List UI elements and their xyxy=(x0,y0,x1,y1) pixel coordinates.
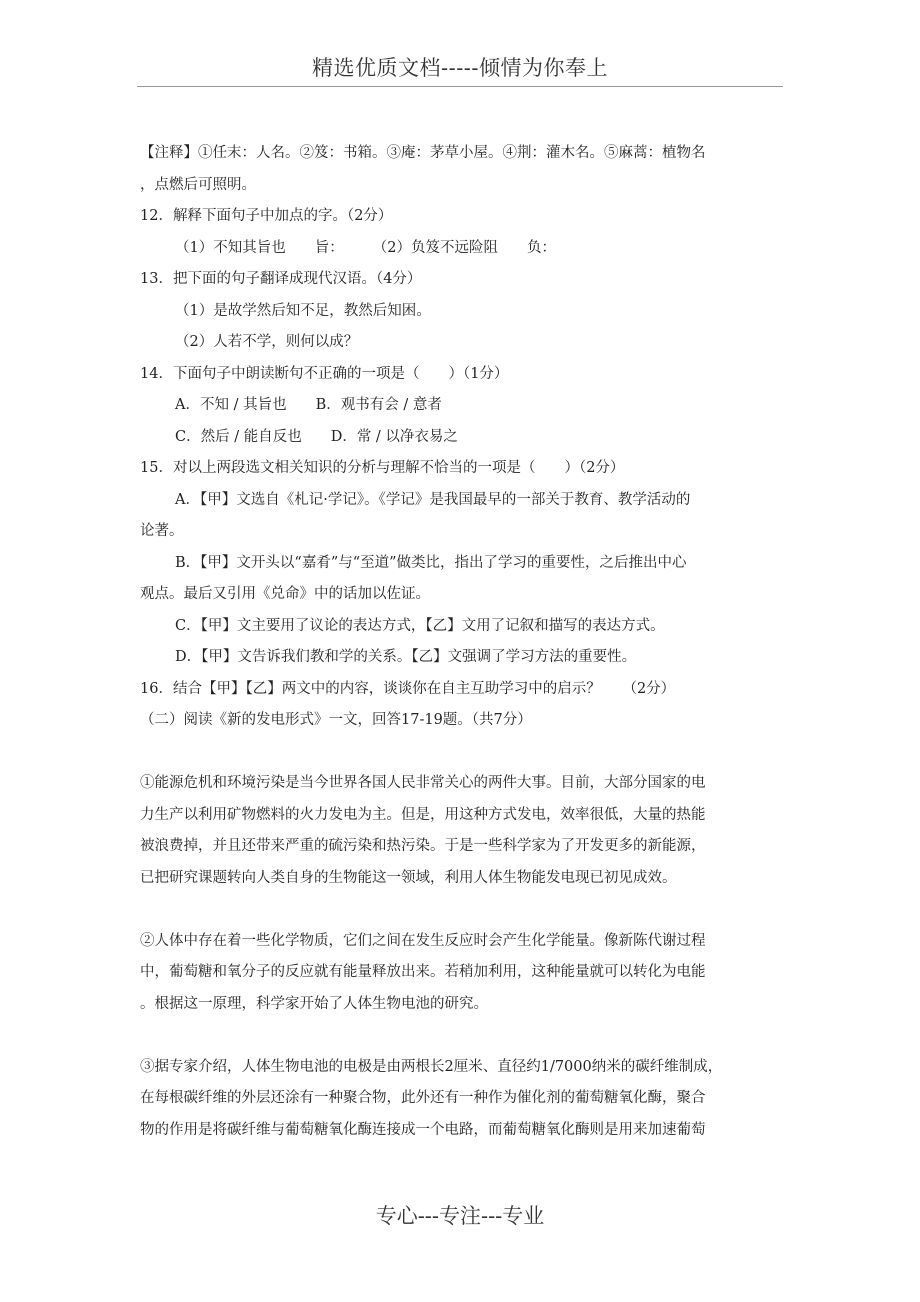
passage-line: ①能源危机和环境污染是当今世界各国人民非常关心的两件大事。目前，大部分国家的电 xyxy=(140,775,706,791)
annotation-line: ，点燃后可照明。 xyxy=(140,176,256,193)
page-header: 精选优质文档-----倾情为你奉上 xyxy=(312,56,608,80)
spacer xyxy=(140,737,790,769)
passage-line: ③据专家介绍，人体生物电池的电极是由两根长2厘米、直径约1/7000纳米的碳纤维制成， xyxy=(140,1058,723,1075)
passage-line: ②人体中存在着一些化学物质，它们之间在发生反应时会产生化学能量。像新陈代谢过程 xyxy=(140,932,706,949)
question-13-item: （1）是故学然后知不足，教然后知困。 xyxy=(175,302,431,319)
page-footer: 专心---专注---专业 xyxy=(375,1204,545,1228)
question-15-option-b-cont: 观点。最后又引用《兑命》中的话加以佐证。 xyxy=(140,586,430,602)
passage-line: 物的作用是将碳纤维与葡萄糖氧化酶连接成一个电路，而葡萄糖氧化酶则是用来加速葡萄 xyxy=(140,1121,706,1138)
section-2-title: （二）阅读《新的发电形式》一文，回答17-19题。（共7分） xyxy=(140,712,532,728)
question-12-items: （1）不知其旨也 旨： （2）负笈不远险阻 负： xyxy=(175,239,556,256)
spacer xyxy=(140,1020,790,1052)
passage-line: 在每根碳纤维的外层还涂有一种聚合物，此外还有一种作为催化剂的葡萄糖氧化酶，聚合 xyxy=(140,1090,706,1106)
header-divider xyxy=(137,86,783,87)
question-14-options: A．不知 / 其旨也 B．观书有会 / 意者 xyxy=(175,397,442,413)
annotation-line: 【注释】①任末：人名。②笈：书箱。③庵：茅草小屋。④荆：灌木名。⑤麻蒿：植物名 xyxy=(140,145,706,161)
passage-line: 。根据这一原理，科学家开始了人体生物电池的研究。 xyxy=(140,995,488,1012)
question-15-option-a-cont: 论著。 xyxy=(140,523,184,539)
question-14-title: 14．下面句子中朗读断句不正确的一项是（ ）（1分） xyxy=(140,365,509,382)
passage-line: 中，葡萄糖和氧分子的反应就有能量释放出来。若稍加利用，这种能量就可以转化为电能 xyxy=(140,964,706,980)
question-13-title: 13．把下面的句子翻译成现代汉语。（4分） xyxy=(140,271,422,287)
question-14-options: C．然后 / 能自反也 D．常 / 以净衣易之 xyxy=(175,428,458,445)
question-13-item: （2）人若不学，则何以成？ xyxy=(175,334,359,350)
passage-line: 已把研究课题转向人类自身的生物能这一领域，利用人体生物能发电现已初见成效。 xyxy=(140,869,677,886)
question-16-title: 16．结合【甲】【乙】两文中的内容，谈谈你在自主互助学习中的启示？ （2分） xyxy=(140,680,676,697)
question-15-option-a: A．【甲】文选自《札记·学记》。《学记》是我国最早的一部关于教育、教学活动的 xyxy=(175,491,691,508)
passage-line: 被浪费掉，并且还带来严重的硫污染和热污染。于是一些科学家为了开发更多的新能源， xyxy=(140,838,706,854)
spacer xyxy=(140,894,790,926)
question-15-title: 15．对以上两段选文相关知识的分析与理解不恰当的一项是（ ）（2分） xyxy=(140,460,625,476)
question-12-title: 12．解释下面句子中加点的字。（2分） xyxy=(140,208,393,224)
passage-line: 力生产以利用矿物燃料的火力发电为主。但是，用这种方式发电，效率很低，大量的热能 xyxy=(140,806,706,823)
question-15-option-d: D．【甲】文告诉我们教和学的关系。【乙】文强调了学习方法的重要性。 xyxy=(175,649,637,665)
question-15-option-c: C．【甲】文主要用了议论的表达方式，【乙】文用了记叙和描写的表达方式。 xyxy=(175,617,665,634)
question-15-option-b: B．【甲】文开头以“嘉肴”与“至道”做类比，指出了学习的重要性，之后推出中心 xyxy=(175,554,687,571)
document-body xyxy=(140,138,790,1146)
